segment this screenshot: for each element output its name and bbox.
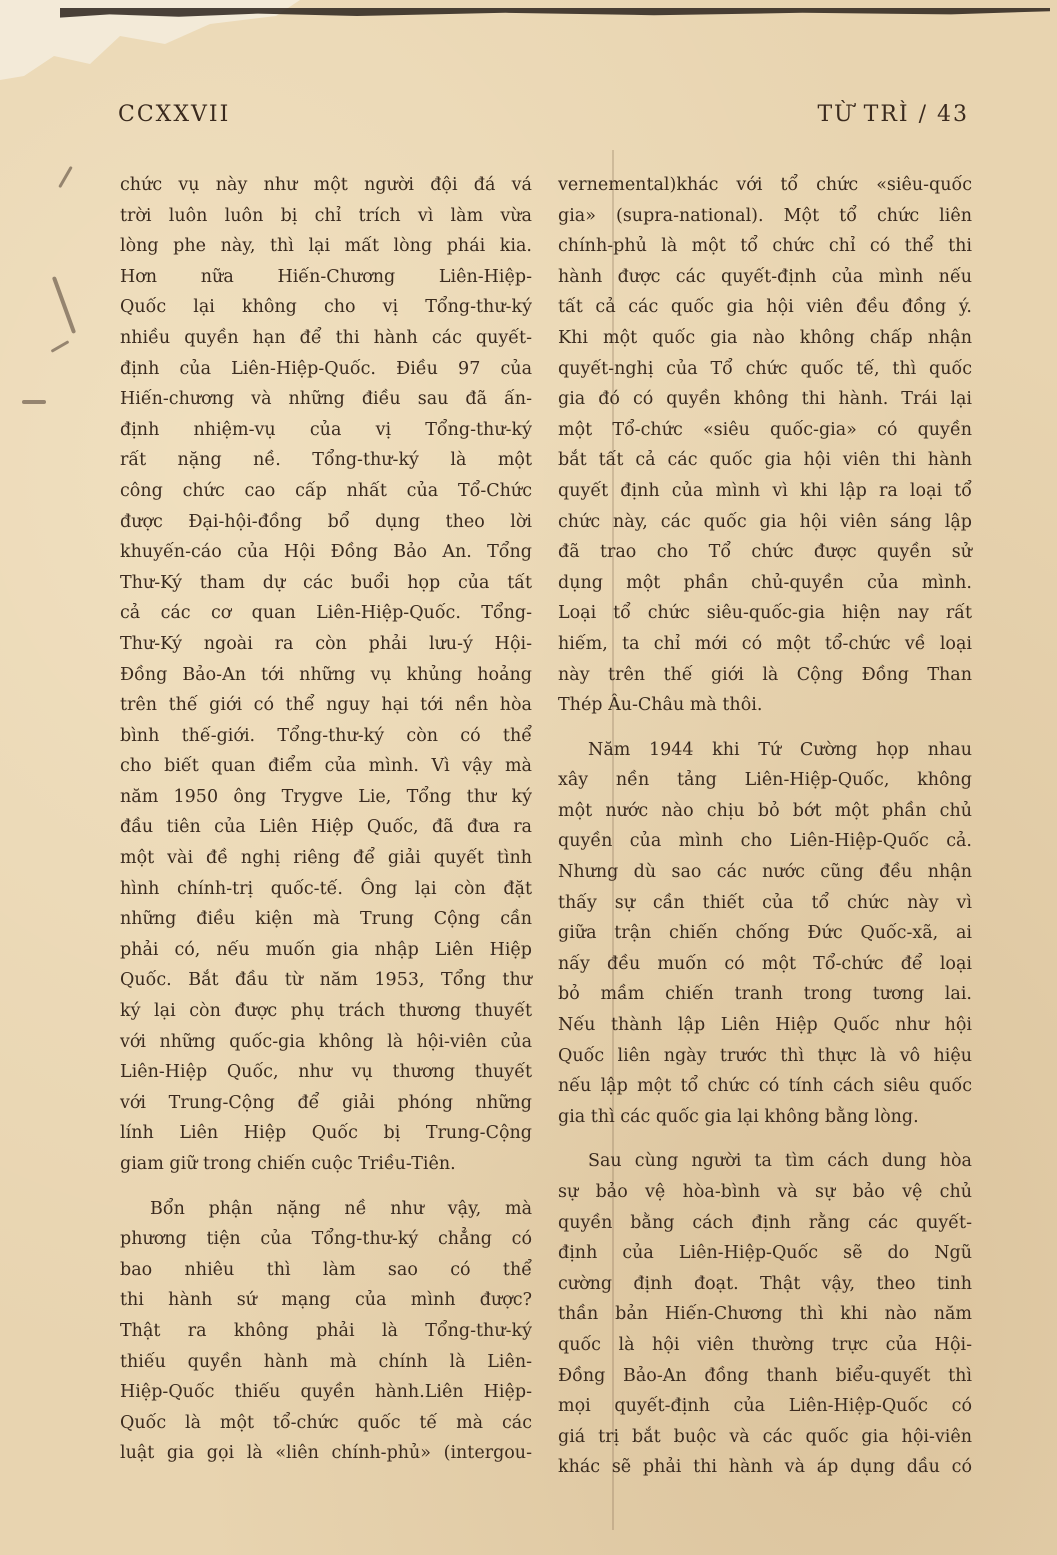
text-line: với Trung-Cộng để giải phóng những xyxy=(120,1092,532,1113)
text-line: cả các cơ quan Liên-Hiệp-Quốc. Tổng- xyxy=(120,603,532,624)
text-line: Bổn phận nặng nề như vậy, mà xyxy=(150,1198,532,1219)
text-line: rất nặng nề. Tổng-thư-ký là một xyxy=(120,450,532,471)
text-line: Hiệp-Quốc thiếu quyền hành.Liên Hiệp- xyxy=(120,1382,532,1403)
text-line: tất cả các quốc gia hội viên đều đồng ý. xyxy=(558,297,972,318)
margin-mark xyxy=(58,166,73,188)
text-line: đầu tiên của Liên Hiệp Quốc, đã đưa ra xyxy=(120,817,532,838)
text-line: Hơn nữa Hiến-Chương Liên-Hiệp- xyxy=(120,266,532,287)
text-line: thi hành sứ mạng của mình được? xyxy=(120,1290,532,1311)
text-line: phương tiện của Tổng-thư-ký chẳng có xyxy=(120,1229,532,1250)
text-line: Thật ra không phải là Tổng-thư-ký xyxy=(120,1320,532,1341)
text-line: Quốc. Bắt đầu từ năm 1953, Tổng thư xyxy=(120,970,532,991)
margin-mark xyxy=(52,276,76,334)
right-column xyxy=(558,170,972,1483)
text-line: giữa trận chiến chống Đức Quốc-xã, ai xyxy=(558,923,972,944)
text-line: định của Liên-Hiệp-Quốc. Điều 97 của xyxy=(120,358,532,379)
text-line: hình chính-trị quốc-tế. Ông lại còn đặt xyxy=(120,878,532,899)
paragraph-gap xyxy=(120,1180,532,1194)
margin-mark xyxy=(51,340,70,353)
text-line: một Tổ-chức «siêu quốc-gia» có quyền xyxy=(558,419,972,440)
text-line: quyết-nghị của Tổ chức quốc tế, thì quốc xyxy=(558,358,972,379)
text-line: nhiều quyền hạn để thi hành các quyết- xyxy=(120,327,532,348)
text-line: Năm 1944 khi Tứ Cường họp nhau xyxy=(588,739,972,760)
text-line: hiếm, ta chỉ mới có một tổ-chức về loại xyxy=(558,633,972,654)
text-line: định nhiệm-vụ của vị Tổng-thư-ký xyxy=(120,419,532,440)
text-line: bình thế-giới. Tổng-thư-ký còn có thể xyxy=(120,725,532,746)
text-line: với những quốc-gia không là hội-viên của xyxy=(120,1031,532,1052)
text-line: chức vụ này như một người đội đá vá xyxy=(120,175,532,195)
text-line: dụng một phần chủ-quyền của mình. xyxy=(558,572,972,593)
text-line: Sau cùng người ta tìm cách dung hòa xyxy=(588,1151,972,1172)
text-line: Khi một quốc gia nào không chấp nhận xyxy=(558,327,972,348)
header-right: TỪ TRÌ / 43 xyxy=(817,102,969,127)
text-line: khuyến-cáo của Hội Đồng Bảo An. Tổng xyxy=(120,542,532,563)
text-line: Loại tổ chức siêu-quốc-gia hiện nay rất xyxy=(558,603,972,624)
text-line: phải có, nếu muốn gia nhập Liên Hiệp xyxy=(120,939,532,960)
text-line: mọi quyết-định của Liên-Hiệp-Quốc có xyxy=(558,1396,972,1417)
text-line: Thép Âu-Châu mà thôi. xyxy=(558,695,763,716)
text-line: đã trao cho Tổ chức được quyền sử xyxy=(558,542,972,563)
text-line: lòng phe này, thì lại mất lòng phái kia. xyxy=(120,236,532,257)
text-line: nấy đều muốn có một Tổ-chức để loại xyxy=(558,953,972,974)
text-line: quyền bằng cách định rằng các quyết- xyxy=(558,1212,972,1233)
text-line: sự bảo vệ hòa-bình và sự bảo vệ chủ xyxy=(558,1182,972,1202)
text-line: năm 1950 ông Trygve Lie, Tổng thư ký xyxy=(120,786,532,807)
text-line: gia» (supra-national). Một tổ chức liên xyxy=(558,205,972,226)
text-line: lính Liên Hiệp Quốc bị Trung-Cộng xyxy=(120,1123,532,1144)
text-line: bỏ mầm chiến tranh trong tương lai. xyxy=(558,984,972,1005)
text-line: Quốc liên ngày trước thì thực là vô hiệu xyxy=(558,1045,972,1066)
text-line: quyết định của mình vì khi lập ra loại tổ xyxy=(558,480,972,501)
left-column xyxy=(120,170,532,1469)
running-header xyxy=(118,102,969,136)
text-line: này trên thế giới là Cộng Đồng Than xyxy=(558,664,972,685)
text-line: ký lại còn được phụ trách thương thuyết xyxy=(120,1001,532,1022)
text-line: Hiến-chương và những điều sau đã ấn- xyxy=(120,389,532,410)
text-line: Quốc lại không cho vị Tổng-thư-ký xyxy=(120,297,532,318)
text-line: cho biết quan điểm của mình. Vì vậy mà xyxy=(120,756,532,777)
text-line: bắt tất cả các quốc gia hội viên thi hành xyxy=(558,450,972,471)
text-line: Nếu thành lập Liên Hiệp Quốc như hội xyxy=(558,1015,972,1036)
text-line: Thư-Ký ngoài ra còn phải lưu-ý Hội- xyxy=(120,633,532,654)
text-line: chính-phủ là một tổ chức chỉ có thể thi xyxy=(558,236,972,257)
text-line: Liên-Hiệp Quốc, như vụ thương thuyết xyxy=(120,1062,532,1083)
text-line: định của Liên-Hiệp-Quốc sẽ do Ngũ xyxy=(558,1243,972,1264)
text-line: xây nền tảng Liên-Hiệp-Quốc, không xyxy=(558,770,972,791)
text-line: nếu lập một tổ chức có tính cách siêu quốc xyxy=(558,1076,972,1097)
text-line: luật gia gọi là «liên chính-phủ» (intergou- xyxy=(120,1443,532,1464)
text-line: Đồng Bảo-An tới những vụ khủng hoảng xyxy=(120,664,532,685)
text-line: Đồng Bảo-An đồng thanh biểu-quyết thì xyxy=(558,1365,972,1386)
text-line: quốc là hội viên thường trực của Hội- xyxy=(558,1334,972,1355)
text-line: quyền của mình cho Liên-Hiệp-Quốc cả. xyxy=(558,831,972,852)
margin-mark xyxy=(22,400,46,404)
text-line: một vài đề nghị riêng để giải quyết tình xyxy=(120,848,532,869)
text-line: trên thế giới có thể nguy hại tới nền hòa xyxy=(120,695,532,716)
text-line: chức này, các quốc gia hội viên sáng lập xyxy=(558,511,972,532)
text-line: những điều kiện mà Trung Cộng cần xyxy=(120,909,532,930)
text-line: gia thì các quốc gia lại không bằng lòng. xyxy=(558,1106,919,1127)
text-line: Quốc là một tổ-chức quốc tế mà các xyxy=(120,1412,532,1433)
text-line: khác sẽ phải thi hành và áp dụng dầu có xyxy=(558,1457,972,1478)
text-line: Nhưng dù sao các nước cũng đều nhận xyxy=(558,862,972,883)
text-line: gia đó có quyền không thi hành. Trái lại xyxy=(558,389,972,410)
text-line: được Đại-hội-đồng bổ dụng theo lời xyxy=(120,511,532,532)
paragraph-gap xyxy=(558,1132,972,1146)
text-line: bao nhiêu thì làm sao có thể xyxy=(120,1259,532,1280)
text-line: hành được các quyết-định của mình nếu xyxy=(558,266,972,287)
text-line: vernemental)khác với tổ chức «siêu-quốc xyxy=(558,175,972,195)
paragraph-gap xyxy=(558,721,972,735)
text-line: một nước nào chịu bỏ bớt một phần chủ xyxy=(558,800,972,821)
text-line: thiếu quyền hành mà chính là Liên- xyxy=(120,1351,532,1372)
text-line: Thư-Ký tham dự các buổi họp của tất xyxy=(120,572,532,593)
text-line: thần bản Hiến-Chương thì khi nào năm xyxy=(558,1304,972,1325)
text-line: giam giữ trong chiến cuộc Triều-Tiên. xyxy=(120,1154,456,1174)
header-left: CCXXVII xyxy=(118,102,231,127)
text-line: thấy sự cần thiết của tổ chức này vì xyxy=(558,892,972,913)
text-line: giá trị bắt buộc và các quốc gia hội-viên xyxy=(558,1426,972,1447)
text-line: công chức cao cấp nhất của Tổ-Chức xyxy=(120,480,532,501)
text-line: trời luôn luôn bị chỉ trích vì làm vừa xyxy=(120,205,532,226)
text-line: cường định đoạt. Thật vậy, theo tinh xyxy=(558,1273,972,1294)
